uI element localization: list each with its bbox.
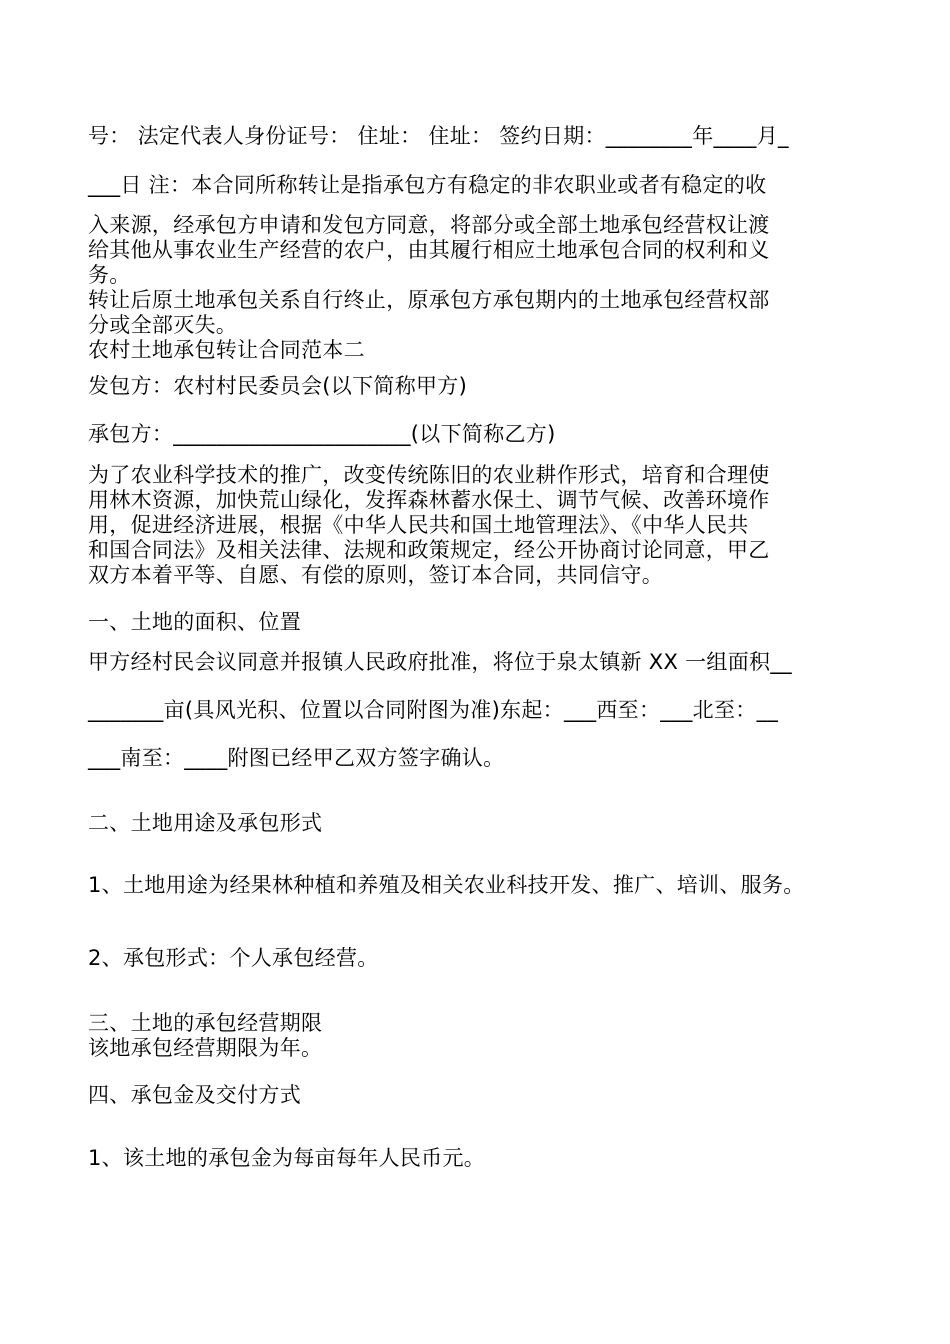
text-line: 发包方：农村村民委员会(以下简称甲方) [88,374,468,398]
text-line: 1、该土地的承包金为每亩每年人民币元。 [88,1146,486,1170]
text-line: 用林木资源，加快荒山绿化，发挥森林蓄水保土、调节气候、改善环境作 [88,488,770,512]
section-heading: 二、土地用途及承包形式 [88,811,323,835]
section-title: 农村土地承包转让合同范本二 [88,338,365,362]
text-line: 用，促进经济进展，根据《中华人民共和国土地管理法》、《中华人民共 [88,513,749,537]
text-line: 为了农业科学技术的推广，改变传统陈旧的农业耕作形式，培育和合理使 [88,463,770,487]
text-line: 双方本着平等、自愿、有偿的原则，签订本合同，共同信守。 [88,563,664,587]
text-line: 2、承包形式：个人承包经营。 [88,946,379,970]
text-line: ___日 注：本合同所称转让是指承包方有稳定的非农职业或者有稳定的收 [88,173,767,197]
text-line: 号： 法定代表人身份证号： 住址： 住址： 签约日期：________年____月_ [88,124,789,148]
text-line: 转让后原土地承包关系自行终止，原承包方承包期内的土地承包经营权部 [88,288,770,312]
section-heading: 三、土地的承包经营期限 [88,1011,323,1035]
text-line: 甲方经村民会议同意并报镇人民政府批准，将位于泉太镇新 XX 一组面积__ [88,650,792,674]
text-line: ___南至：____附图已经甲乙双方签字确认。 [88,746,505,770]
text-line: 1、土地用途为经果林种植和养殖及相关农业科技开发、推广、培训、服务。 [88,873,805,897]
text-line: 入来源，经承包方申请和发包方同意，将部分或全部土地承包经营权让渡 [88,213,770,237]
text-line: 和国合同法》及相关法律、法规和政策规定，经公开协商讨论同意，甲乙 [88,538,770,562]
section-heading: 四、承包金及交付方式 [88,1083,301,1107]
section-heading: 一、土地的面积、位置 [88,610,301,634]
text-line: 该地承包经营期限为年。 [88,1036,323,1060]
text-line: 分或全部灭失。 [88,313,238,337]
text-line: 务。 [88,263,131,287]
text-line: 承包方：______________________(以下简称乙方) [88,422,556,446]
text-line: 给其他从事农业生产经营的农户，由其履行相应土地承包合同的权利和义 [88,238,770,262]
text-line: _______亩(具风光积、位置以合同附图为准)东起：___西至：___北至：__ [88,698,779,722]
